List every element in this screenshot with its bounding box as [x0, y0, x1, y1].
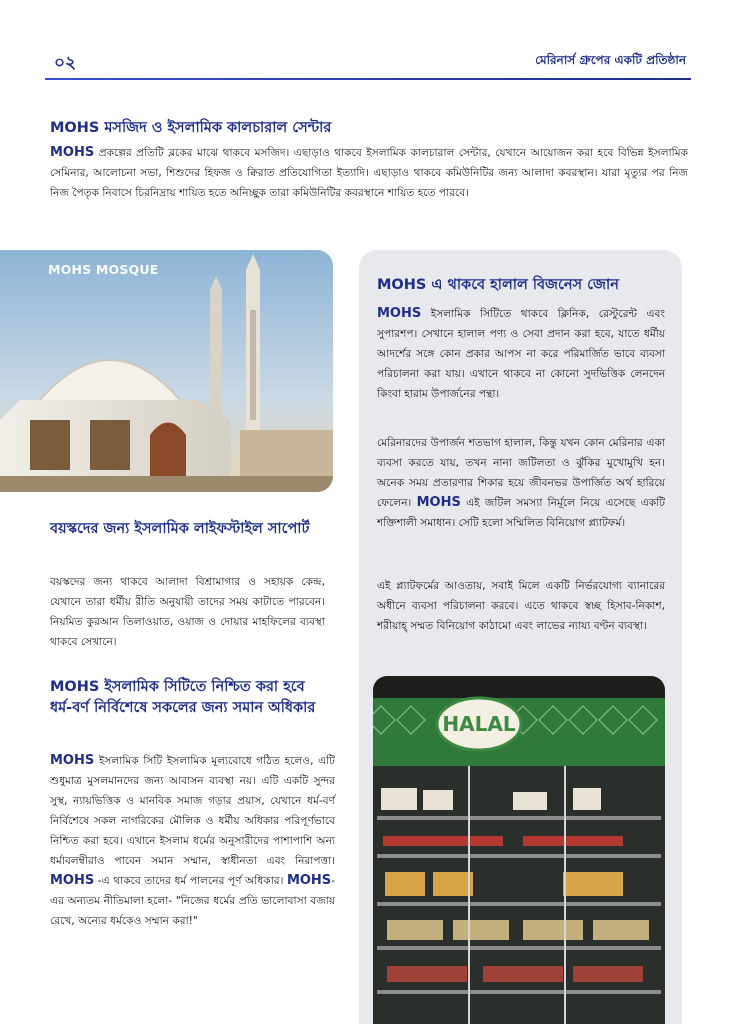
halal-store-image [373, 676, 665, 1024]
halal-para2-b: এই জটিল সমস্যা নির্মূলে নিয়ে এসেছে একটি শক্তিশালী সমাধান। সেটি হলো সম্মিলিত বিনিয়োগ প্ল্যাটফর্ম। [377, 497, 665, 529]
halal-para-3: এই প্ল্যাটফর্মের আওতায়, সবাই মিলে একটি নির্ভরযোগ্য ব্যানারের অধীনে ব্যবসা পরিচালনা করবে। এতে থাকবে স্বচ্ছ হিসাব-নিকাশ, শরীয়াহ্‌ সম্মত বিনিয়োগ কাঠামো এবং লাভের ন্যায্য বণ্টন ব্যবস্থা। [377, 580, 665, 632]
halal-para2-lead: MOHS [416, 495, 461, 510]
halal-para-1 [377, 304, 665, 404]
header-rule [45, 78, 691, 80]
mosque-image [0, 250, 333, 492]
mosque-lead: MOHS [50, 145, 95, 160]
rights-body-a: ইসলামিক সিটি ইসলামিক মূল্যবোধে গঠিত হলেও, এটি শুধুমাত্র মুসলমানদের জন্য আবাসন ব্যবস্থা নয়। এটি একটি সুন্দর সুস্থ, ন্যায়ভিত্তিক ও মানবিক সমাজ গড়ার প্রয়াস, যেখানে ধর্ম-বর্ণ নির্বিশেষে সকল নাগরিকের মৌলিক ও ধর্মীয় অধিকার পরিপূর্ণভাবে নিশ্চিত করা হবে। এখানে ইসলাম ধর্মের অনুসারীদের পাশাপাশি অন্য ধর্মাবলম্বীরাও পাবেন সমান সম্মান, স্বাধীনতা এবং নিরাপত্তা। [50, 755, 335, 867]
rights-section-body [50, 751, 335, 931]
elder-section-title: বয়স্কদের জন্য ইসলামিক লাইফস্টাইল সাপোর্ট [50, 521, 310, 537]
rights-lead-c: MOHS [286, 873, 332, 888]
rights-lead: MOHS [50, 753, 95, 768]
page-number: ০২ [54, 53, 77, 73]
elder-section-body: বয়স্কদের জন্য থাকবে আলাদা বিশ্রামাগার ও সহায়ক কেন্দ্র, যেখানে তারা ধর্মীয় রীতি অনুযায়ী তাদের সময় কাটাতে পারবেন। নিয়মিত কুরআন তিলাওয়াত, ওয়াজ ও দোয়ার মাহফিলের ব্যবস্থা থাকবে সেখানে। [50, 576, 325, 648]
mosque-body-text: প্রকল্পের প্রতিটি ব্লকের মাঝে থাকবে মসজিদ। এছাড়াও থাকবে ইসলামিক কালচারাল সেন্টার, যেখানে আয়োজন করা হবে বিভিন্ন ইসলামিক সেমিনার, আলোচনা সভা, শিশুদের হিফজ ও ক্বিরাত প্রতিযোগিতা ইত্যাদি। এছাড়াও থাকবে কমিউনিটির জন্য আলাদা কবরস্থান। যারা মৃত্যুর পর নিজ নিজ পৈতৃক নিবাসে চিরনিদ্রায় শায়িত হতে অনিচ্ছুক তারা কমিউনিটির কবরস্থানে শায়িত হতে পারবে। [50, 147, 688, 199]
mosque-section-body [50, 143, 688, 203]
halal-section-title: MOHS এ থাকবে হালাল বিজনেস জোন [377, 277, 619, 293]
halal-para2-a: মেরিনারদের উপার্জন শতভাগ হালাল, কিন্তু যখন কোন মেরিনার একা ব্যবসা করতে যায়, তখন নানা জটিলতা ও ঝুঁকির মুখোমুখি হন। অনেক সময় প্রতারণার শিকার হয়ে জীবনভর উপার্জিত অর্থ হারিয়ে ফেলেন। [377, 437, 665, 509]
halal-para1-text: ইসলামিক সিটিতে থাকবে ক্লিনিক, রেস্টুরেন্ট এবং সুপারশপ। সেখানে হালাল পণ্য ও সেবা প্রদান করা হবে, যাতে ধর্মীয় আদর্শের সঙ্গে কোন প্রকার আপস না করে পরিমার্জিত ভাবে ব্যবসা পরিচালনা করা যায়। এখানে থাকবে না কোনো সুদভিত্তিক লেনদেন কিংবা হারাম উপার্জনের পন্থা। [377, 308, 665, 400]
halal-lead: MOHS [377, 306, 422, 321]
halal-sign-text: HALAL [442, 712, 516, 736]
rights-lead-b: MOHS [50, 873, 95, 888]
rights-body-c: -এর অন্যতম নীতিমালা হলো- "নিজের ধর্মের প্রতি ভালোবাসা বজায় রেখে, অন্যের ধর্মকেও সম্মান করা!" [50, 875, 335, 927]
rights-section-title: MOHS ইসলামিক সিটিতে নিশ্চিত করা হবে ধর্ম-বর্ণ নির্বিশেষে সকলের জন্য সমান অধিকার [50, 679, 316, 716]
mosque-section-title: MOHS মসজিদ ও ইসলামিক কালচারাল সেন্টার [50, 120, 332, 136]
halal-para-2 [377, 433, 665, 533]
mosque-image-label: MOHS MOSQUE [48, 262, 159, 277]
rights-body-b: -এ থাকবে তাদের ধর্ম পালনের পূর্ণ অধিকার। [94, 875, 287, 887]
org-tagline: মেরিনার্স গ্রুপের একটি প্রতিষ্ঠান [535, 53, 686, 67]
